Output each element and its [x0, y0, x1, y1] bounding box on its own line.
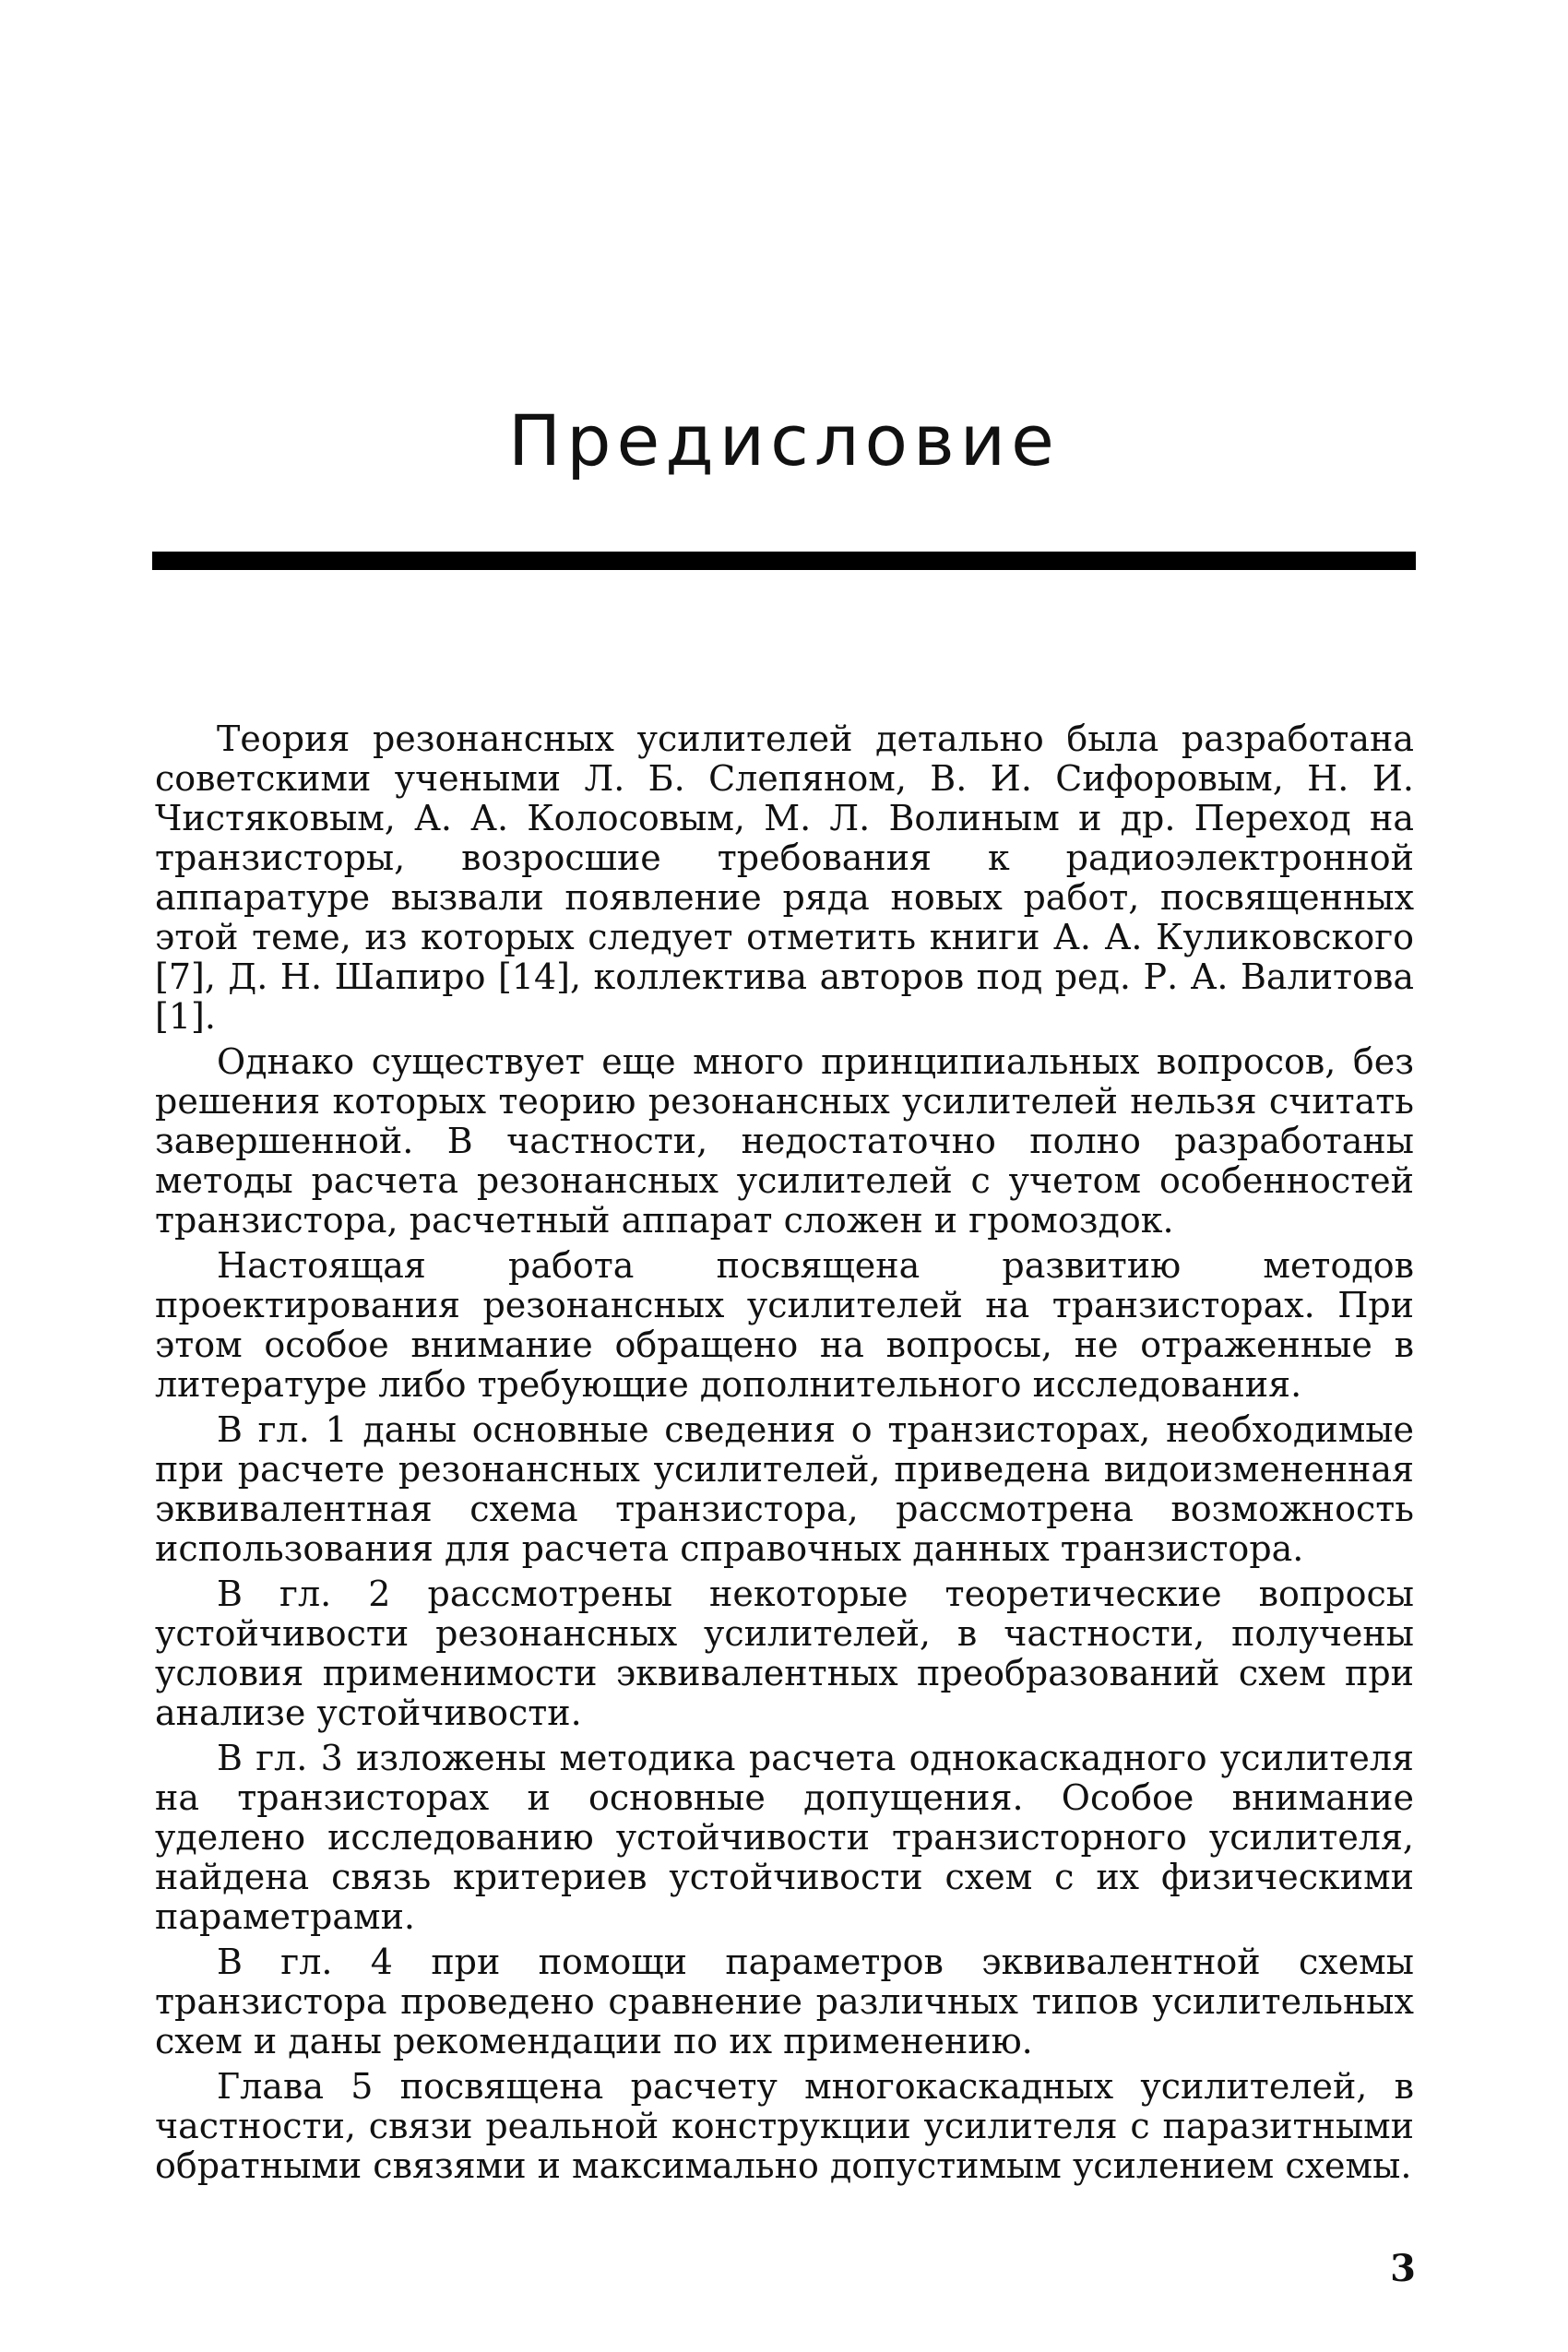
page-number: 3 — [1390, 2247, 1416, 2290]
paragraph-8: Глава 5 посвящена расчету многокаскадных усилителей, в частности, связи реальной конструкции усилителя с паразитными обратными связями и максимально допустимым усилением схемы. — [155, 2066, 1414, 2186]
paragraph-2: Однако существует еще много принципиальных вопросов, без решения которых теорию резонансных усилителей нельзя считать завершенной. В частности, недостаточно полно разработаны методы расчета резонансных усилителей с учетом особенностей транзистора, расчетный аппарат сложен и громоздок. — [155, 1041, 1414, 1241]
paragraph-6: В гл. 3 изложены методика расчета однокаскадного усилителя на транзисторах и основные допущения. Особое внимание уделено исследованию устойчивости транзисторного усилителя, найдена связь критериев устойчивости схем с их физическими параметрами. — [155, 1738, 1414, 1937]
paragraph-3: Настоящая работа посвящена развитию методов проектирования резонансных усилителей на транзисторах. При этом особое внимание обращено на вопросы, не отраженные в литературе либо требующие дополнительного исследования. — [155, 1245, 1414, 1405]
title-rule — [152, 552, 1416, 570]
paragraph-7: В гл. 4 при помощи параметров эквивалентной схемы транзистора проведено сравнение различных типов усилительных схем и даны рекомендации по их применению. — [155, 1942, 1414, 2061]
paragraph-1: Теория резонансных усилителей детально была разработана советскими учеными Л. Б. Слепяном, В. И. Сифоровым, Н. И. Чистяковым, А. А. Колосовым, М. Л. Волиным и др. Переход на транзисторы, возросшие требования к радиоэлектронной аппаратуре вызвали появление ряда новых работ, посвященных этой теме, из которых следует отметить книги А. А. Куликовского [7], Д. Н. Шапиро [14], коллектива авторов под ред. Р. А. Валитова [1]. — [155, 719, 1414, 1037]
paragraph-4: В гл. 1 даны основные сведения о транзисторах, необходимые при расчете резонансных усилителей, приведена видоизмененная эквивалентная схема транзистора, рассмотрена возможность использования для расчета справочных данных транзистора. — [155, 1409, 1414, 1569]
preface-body — [155, 719, 1414, 2192]
paragraph-5: В гл. 2 рассмотрены некоторые теоретические вопросы устойчивости резонансных усилителей, в частности, получены условия применимости эквивалентных преобразований схем при анализе устойчивости. — [155, 1574, 1414, 1733]
page-title: Предисловие — [508, 399, 1060, 481]
